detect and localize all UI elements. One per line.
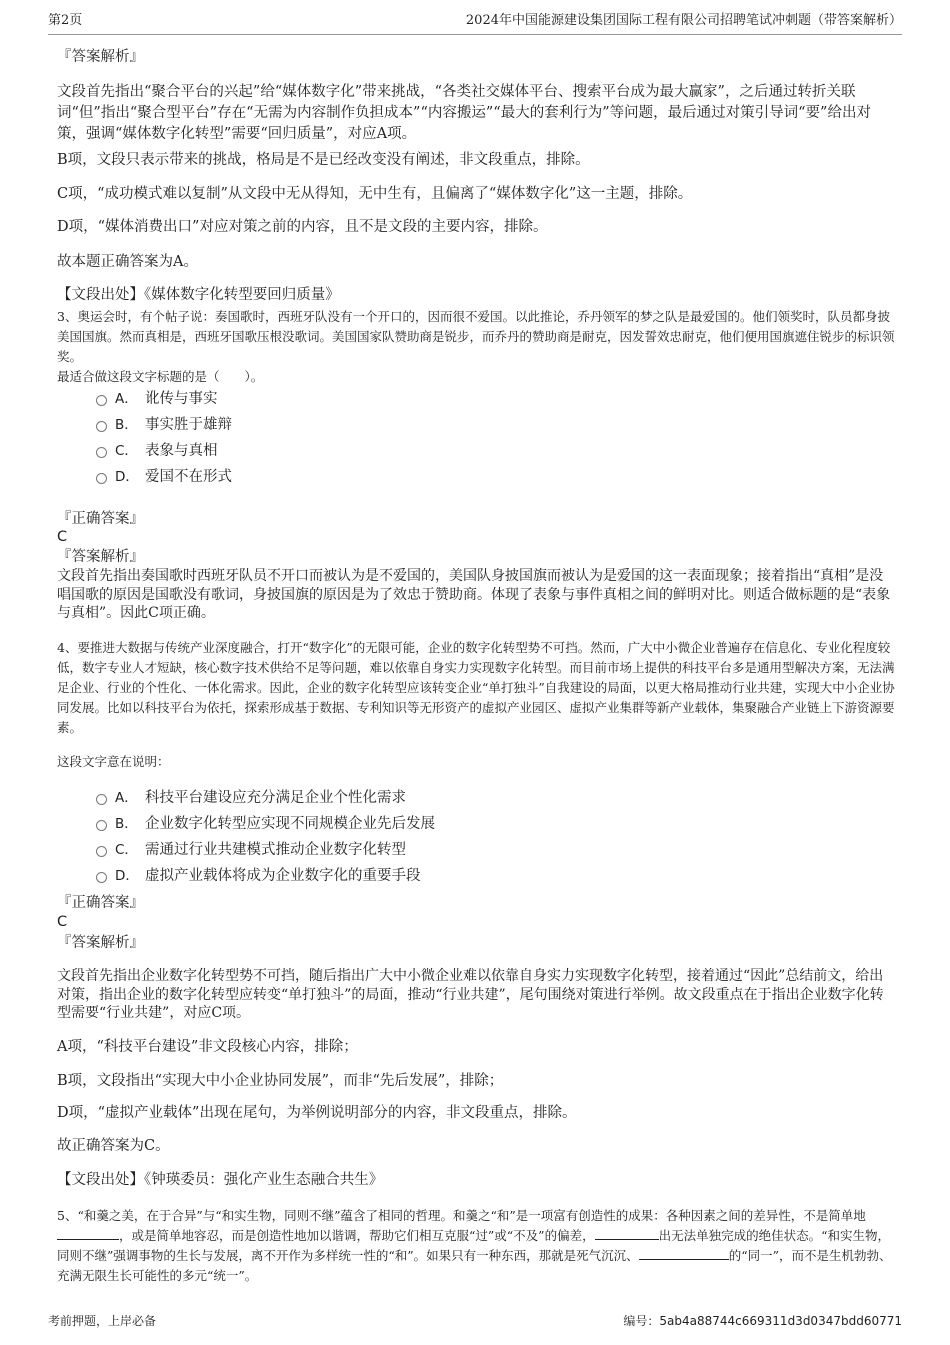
- q3-question: 最适合做这段文字标题的是（ ）。: [57, 369, 264, 384]
- q3-stem: 3、奥运会时，有个帖子说：奏国歌时，西班牙队没有一个开口的，因而很不爱国。以此推论，乔丹领军的梦之队是最爱国的。他们领奖时，队员都身披美国国旗。然而真相是，西班牙国歌压根没歌词。美国国家队赞助商是锐步，而乔丹的赞助商是耐克，因发誓效忠耐克，他们便用国旗遮住锐步的标识领奖。: [57, 309, 895, 364]
- radio-icon[interactable]: [96, 473, 107, 484]
- q4-option-c[interactable]: C． 需通过行业共建模式推动企业数字化转型: [96, 840, 406, 860]
- q3-answer-label: 『正确答案』: [57, 511, 144, 527]
- q4-analysis-text: 文段首先指出企业数字化转型势不可挡，随后指出广大中小微企业难以依靠自身实力实现数字化转型，接着通过“因此”总结前文，给出对策，指出企业的数字化转型应转变“单打独斗”的局面，推动“行业共建”，尾句围绕对策进行举例。故文段重点在于指出企业数字化转型需要“行业共建”，对应C项。: [57, 968, 884, 1021]
- q2-analysis-text: 文段首先指出“聚合平台的兴起”给“媒体数字化”带来挑战，“各类社交媒体平台、搜索平台成为最大赢家”，之后通过转折关联词“但”指出“聚合型平台”存在“无需为内容制作负担成本”“内容搬运”“最大的套利行为”等问题，最后通过对策引导词“要”给出对策，强调“媒体数字化转型”需要“回归质量”，对应A项。: [57, 84, 871, 142]
- q4-analysis-label: 『答案解析』: [57, 935, 144, 951]
- radio-icon[interactable]: [96, 820, 107, 831]
- q2-source: 【文段出处】《媒体数字化转型要回归质量》: [57, 287, 340, 303]
- q2-option-b-note: B项，文段只表示带来的挑战，格局是不是已经改变没有阐述，非文段重点，排除。: [57, 152, 590, 168]
- q5-text-1: 5、“和羹之美，在于合异”与“和实生物，同则不继”蕴含了相同的哲理。和羹之“和”是一项富有创造性的成果：各种因素之间的差异性，不是简单地: [57, 1208, 866, 1223]
- q2-conclusion: 故本题正确答案为A。: [57, 254, 198, 270]
- q3-option-c[interactable]: C． 表象与真相: [96, 441, 218, 461]
- q4-option-d-note: D项，“虚拟产业载体”出现在尾句，为举例说明部分的内容，非文段重点，排除。: [57, 1105, 577, 1121]
- q3-option-a[interactable]: A． 讹传与事实: [96, 389, 218, 409]
- q3-answer: C: [57, 529, 68, 545]
- q4-option-b-note: B项，文段指出“实现大中小企业协同发展”，而非“先后发展”，排除；: [57, 1073, 504, 1089]
- page-number: 第2页: [48, 13, 83, 28]
- q2-option-c-note: C项，“成功模式难以复制”从文段中无从得知，无中生有，且偏离了“媒体数字化”这一主题，排除。: [57, 186, 693, 202]
- q4-option-a[interactable]: A． 科技平台建设应充分满足企业个性化需求: [96, 788, 406, 808]
- q3-analysis-text: 文段首先指出奏国歌时西班牙队员不开口而被认为是不爱国的，美国队身披国旗而被认为是爱国的这一表面现象；接着指出“真相”是没唱国歌的原因是国歌没有歌词，身披国旗的原因是为了效忠于赞助商。体现了表象与事件真相之间的鲜明对比。则适合做标题的是“表象与真相”。因此C项正确。: [57, 568, 891, 621]
- radio-icon[interactable]: [96, 421, 107, 432]
- q4-source: 【文段出处】《钟瑛委员：强化产业生态融合共生》: [57, 1172, 384, 1188]
- radio-icon[interactable]: [96, 846, 107, 857]
- q4-conclusion: 故正确答案为C。: [57, 1138, 170, 1154]
- page-header: [48, 10, 902, 35]
- q5-blank-3[interactable]: [639, 1247, 729, 1260]
- q5-text-3: 出无法单独完成的绝佳状态。“和实生物，同则不继”强调事物的生长与发展，离不开作为多样统一性的“和”。如果只有一种东西，那就是死气沉沉、: [57, 1228, 890, 1263]
- q4-option-a-note: A项，“科技平台建设”非文段核心内容，排除；: [57, 1039, 358, 1055]
- q4-question: 这段文字意在说明：: [57, 754, 170, 769]
- radio-icon[interactable]: [96, 872, 107, 883]
- q5-text-4: 的“同一”，而不是生机勃勃、充满无限生长可能性的多元“统一”。: [57, 1248, 892, 1283]
- q5-text-2: ，或是简单地容忍，而是创造性地加以谐调，帮助它们相互克服“过”或“不及”的偏差，: [119, 1228, 595, 1243]
- q3-option-d[interactable]: D． 爱国不在形式: [96, 467, 232, 487]
- q5-blank-2[interactable]: [595, 1227, 659, 1240]
- q3-analysis-label: 『答案解析』: [57, 549, 144, 565]
- radio-icon[interactable]: [96, 447, 107, 458]
- q4-stem: 4、要推进大数据与传统产业深度融合，打开“数字化”的无限可能，企业的数字化转型势不可挡。然而，广大中小微企业普遍存在信息化、专业化程度较低，数字专业人才短缺，核心数字技术供给不足等问题，难以依靠自身实力实现数字化转型。而目前市场上提供的科技平台多是通用型解决方案，无法满足企业、行业的个性化、一体化需求。因此，企业的数字化转型应该转变企业“单打独斗”自我建设的局面，以更大格局推动行业共建，实现大中小企业协同发展。比如以科技平台为依托，探索形成基于数据、专利知识等无形资产的虚拟产业园区、虚拟产业集群等新产业载体，集聚融合产业链上下游资源要素。: [57, 640, 895, 735]
- q5-stem: [57, 1206, 897, 1286]
- q4-option-b[interactable]: B． 企业数字化转型应实现不同规模企业先后发展: [96, 814, 435, 834]
- q2-analysis-label: 『答案解析』: [57, 49, 144, 65]
- q5-blank-1[interactable]: [57, 1227, 119, 1240]
- radio-icon[interactable]: [96, 794, 107, 805]
- q4-answer-label: 『正确答案』: [57, 895, 144, 911]
- radio-icon[interactable]: [96, 395, 107, 406]
- q4-answer: C: [57, 914, 68, 930]
- document-code: 编号：5ab4a88744c669311d3d0347bdd60771: [623, 1314, 902, 1328]
- footer-slogan: 考前押题，上岸必备: [48, 1314, 157, 1328]
- q4-option-d[interactable]: D． 虚拟产业载体将成为企业数字化的重要手段: [96, 866, 421, 886]
- document-title: 2024年中国能源建设集团国际工程有限公司招聘笔试冲刺题（带答案解析）: [465, 13, 902, 28]
- q2-option-d-note: D项，“媒体消费出口”对应对策之前的内容，且不是文段的主要内容，排除。: [57, 219, 548, 235]
- q3-option-b[interactable]: B． 事实胜于雄辩: [96, 415, 232, 435]
